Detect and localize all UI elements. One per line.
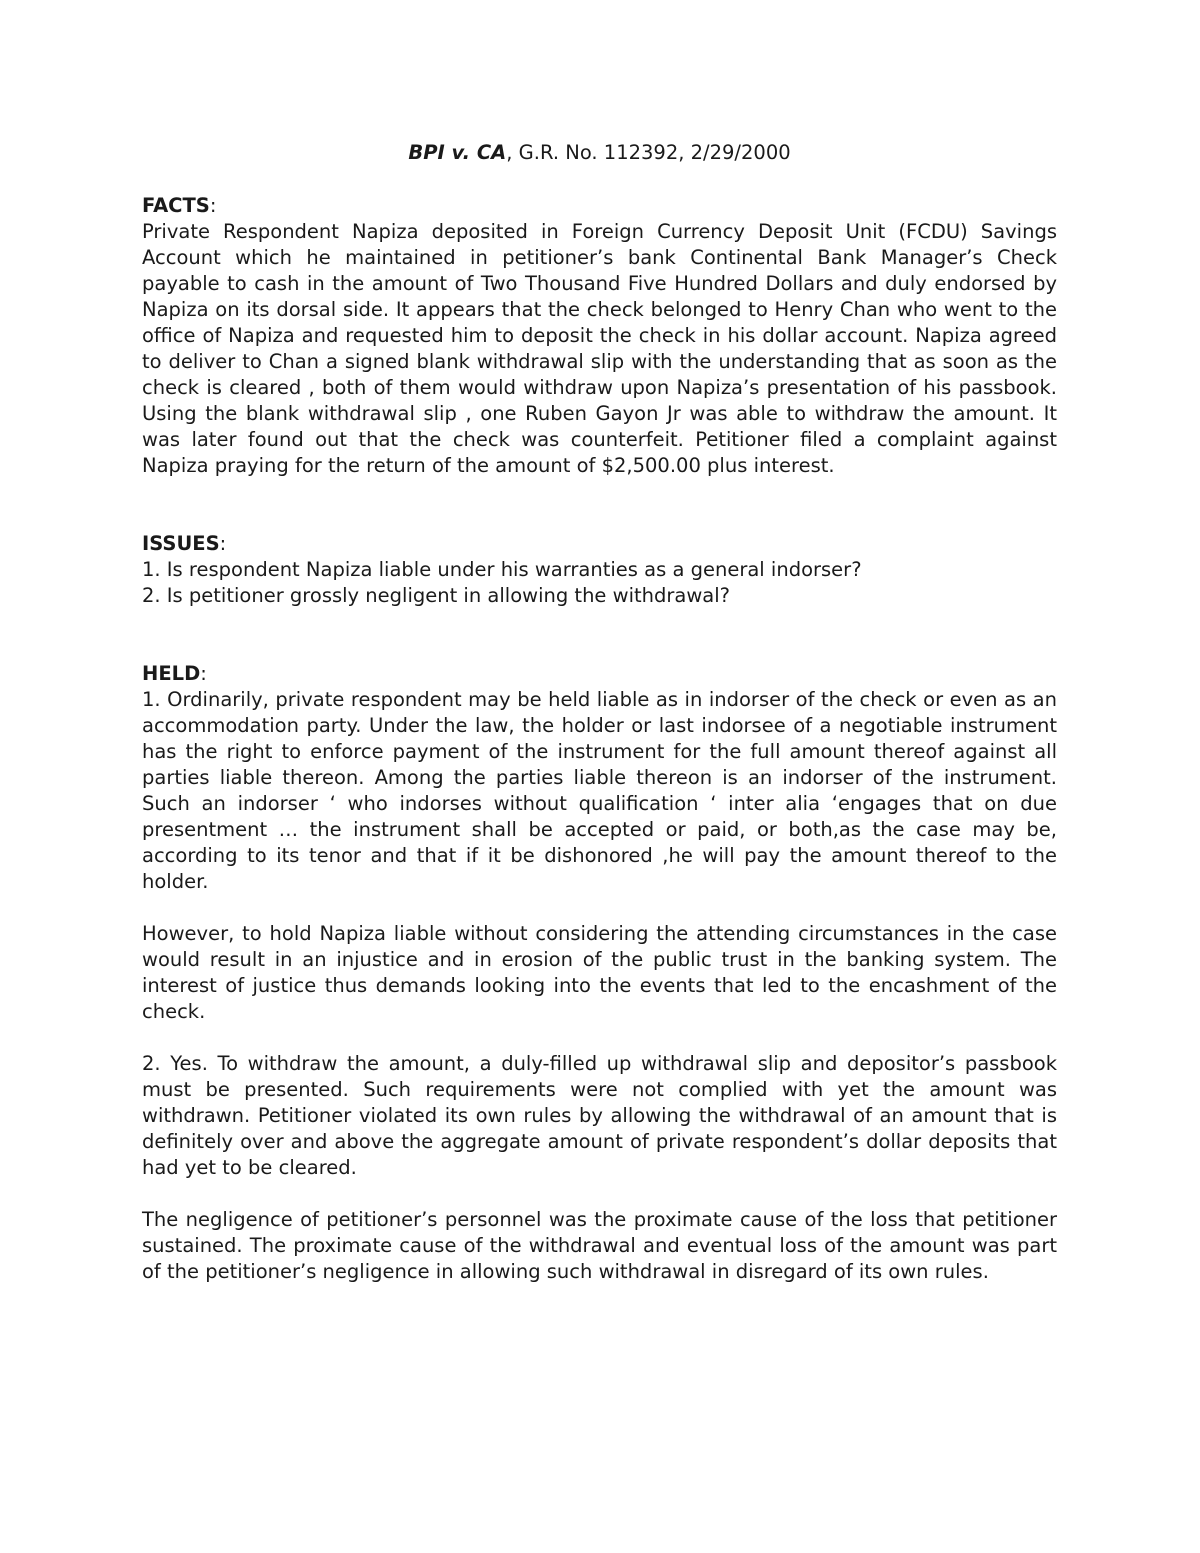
case-citation: , G.R. No. 112392, 2/29/2000 [506, 141, 791, 164]
facts-heading [142, 193, 1057, 219]
section-spacer [142, 479, 1057, 531]
issues-heading-colon: : [219, 532, 227, 555]
issue-item: 2. Is petitioner grossly negligent in allowing the withdrawal? [142, 584, 731, 607]
section-spacer [142, 609, 1057, 661]
issue-item: 1. Is respondent Napiza liable under his warranties as a general indorser? [142, 558, 862, 581]
paragraph-spacer [142, 895, 1057, 921]
facts-paragraph: Private Respondent Napiza deposited in Foreign Currency Deposit Unit (FCDU) Savings Account which he maintained in petitioner’s bank Continental Bank Manager’s Check payable to cash in the amount of Two Thousand Five Hundred Dollars and duly endorsed by Napiza on its dorsal side. It appears that the check belonged to Henry Chan who went to the office of Napiza and requested him to deposit the check in his dollar account. Napiza agreed to deliver to Chan a signed blank withdrawal slip with the understanding that as soon as the check is cleared , both of them would withdraw upon Napiza’s presentation of his passbook. Using the blank withdrawal slip , one Ruben Gayon Jr was able to withdraw the amount. It was later found out that the check was counterfeit. Petitioner filed a complaint against Napiza praying for the return of the amount of $2,500.00 plus interest. [142, 220, 1057, 477]
held-paragraph: The negligence of petitioner’s personnel was the proximate cause of the loss that petitioner sustained. The proximate cause of the withdrawal and eventual loss of the amount was part of the petitioner’s negligence in allowing such withdrawal in disregard of its own rules. [142, 1208, 1057, 1283]
document-page [142, 140, 1057, 1285]
held-heading-label: HELD [142, 662, 201, 685]
case-title [142, 140, 1057, 166]
issues-heading-label: ISSUES [142, 532, 220, 555]
held-paragraph: 1. Ordinarily, private respondent may be held liable as in indorser of the check or even as an accommodation party. Under the law, the holder or last indorsee of a negotiable instrument has the right to enforce payment of the instrument for the full amount thereof against all parties liable thereon. Among the parties liable thereon is an indorser of the instrument. Such an indorser ‘ who indorses without qualification ‘ inter alia ‘engages that on due presentment … the instrument shall be accepted or paid, or both,as the case may be, according to its tenor and that if it be dishonored ,he will pay the amount thereof to the holder. [142, 688, 1057, 893]
held-paragraph: However, to hold Napiza liable without considering the attending circumstances in the case would result in an injustice and in erosion of the public trust in the banking system. The interest of justice thus demands looking into the events that led to the encashment of the check. [142, 922, 1057, 1023]
issues-heading [142, 531, 1057, 557]
held-heading [142, 661, 1057, 687]
paragraph-spacer [142, 1181, 1057, 1207]
facts-heading-label: FACTS [142, 194, 210, 217]
facts-heading-colon: : [209, 194, 217, 217]
held-heading-colon: : [200, 662, 207, 685]
held-paragraph: 2. Yes. To withdraw the amount, a duly-filled up withdrawal slip and depositor’s passbook must be presented. Such requirements were not complied with yet the amount was withdrawn. Petitioner violated its own rules by allowing the withdrawal of an amount that is definitely over and above the aggregate amount of private respondent’s dollar deposits that had yet to be cleared. [142, 1052, 1057, 1179]
paragraph-spacer [142, 1025, 1057, 1051]
case-name: BPI v. CA [408, 141, 507, 164]
